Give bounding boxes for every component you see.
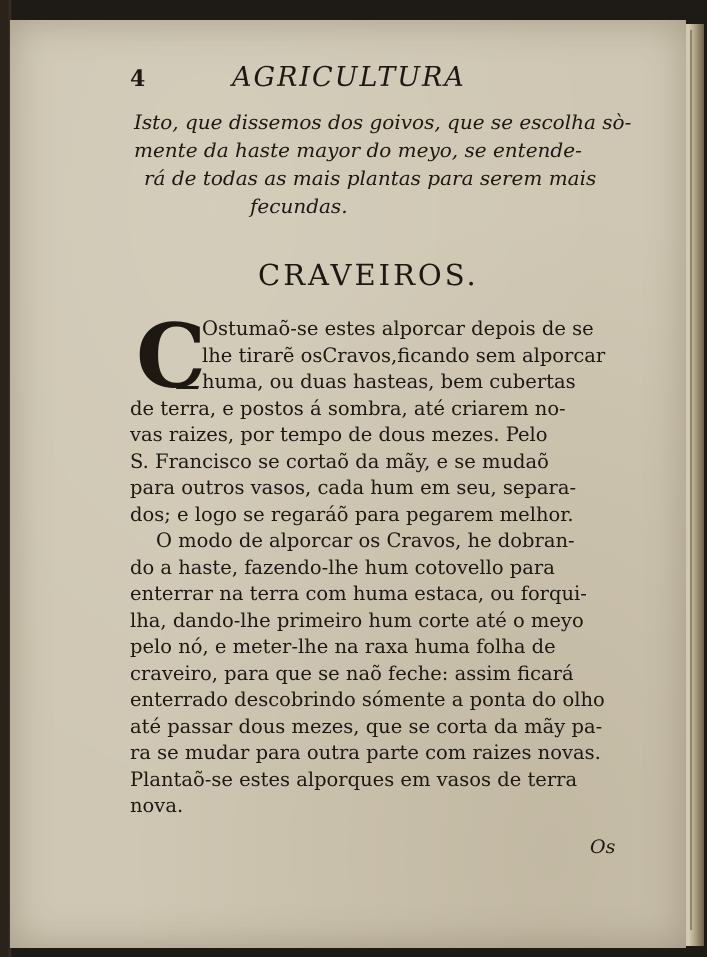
text-line: craveiro, para que se naõ feche: assim ficará [130, 661, 574, 685]
section-title: CRAVEIROS. [258, 258, 479, 292]
body-text [130, 304, 630, 820]
text-line: para outros vasos, cada hum em seu, separa- [130, 476, 577, 499]
intro-paragraph [134, 108, 632, 220]
text-line: Plantaõ-se estes alporques em vasos de terra [130, 767, 578, 791]
intro-line: rá de todas as mais plantas para serem mais [144, 166, 597, 190]
text-line: S. Francisco se cortaõ da mãy, e se mudaõ [130, 449, 549, 473]
text-line: lha, dando-lhe primeiro hum corte até o meyo [130, 608, 584, 632]
text-line: enterrar na terra com huma estaca, ou forqui- [130, 582, 587, 605]
text-line: enterrado descobrindo sómente a ponta do olho [130, 688, 605, 711]
text-line: até passar dous mezes, que se corta da mãy pa- [130, 714, 603, 738]
page-header [130, 60, 550, 96]
text-line: pelo nó, e meter-lhe na raxa huma folha de [130, 635, 556, 658]
text-line: Ostumaõ-se estes alporcar depois de se [202, 317, 594, 340]
page-edge-shadow [690, 30, 692, 930]
page-number: 4 [130, 66, 146, 92]
catchword: Os [590, 836, 616, 858]
intro-line: mente da haste mayor do meyo, se entende- [134, 138, 582, 162]
text-line: dos; e logo se regaráõ para pegarem melhor. [130, 502, 574, 526]
text-line: de terra, e postos á sombra, até criarem no- [130, 396, 566, 420]
text-line: O modo de alporcar os Cravos, he dobran- [156, 529, 575, 552]
text-line: huma, ou duas hasteas, bem cubertas [202, 370, 576, 393]
text-line: vas raizes, por tempo de dous mezes. Pelo [130, 423, 548, 446]
text-line: lhe tirarẽ osCravos,ficando sem alporcar [202, 343, 606, 367]
drop-cap-letter: C [136, 304, 207, 408]
intro-line: Isto, que dissemos dos goivos, que se escolha sò- [134, 110, 632, 134]
intro-line: fecundas. [250, 194, 348, 218]
running-head: AGRICULTURA [232, 62, 466, 93]
text-line: nova. [130, 794, 184, 817]
text-line: do a haste, fazendo-lhe hum cotovello para [130, 555, 555, 579]
text-line: ra se mudar para outra parte com raizes novas. [130, 741, 601, 764]
